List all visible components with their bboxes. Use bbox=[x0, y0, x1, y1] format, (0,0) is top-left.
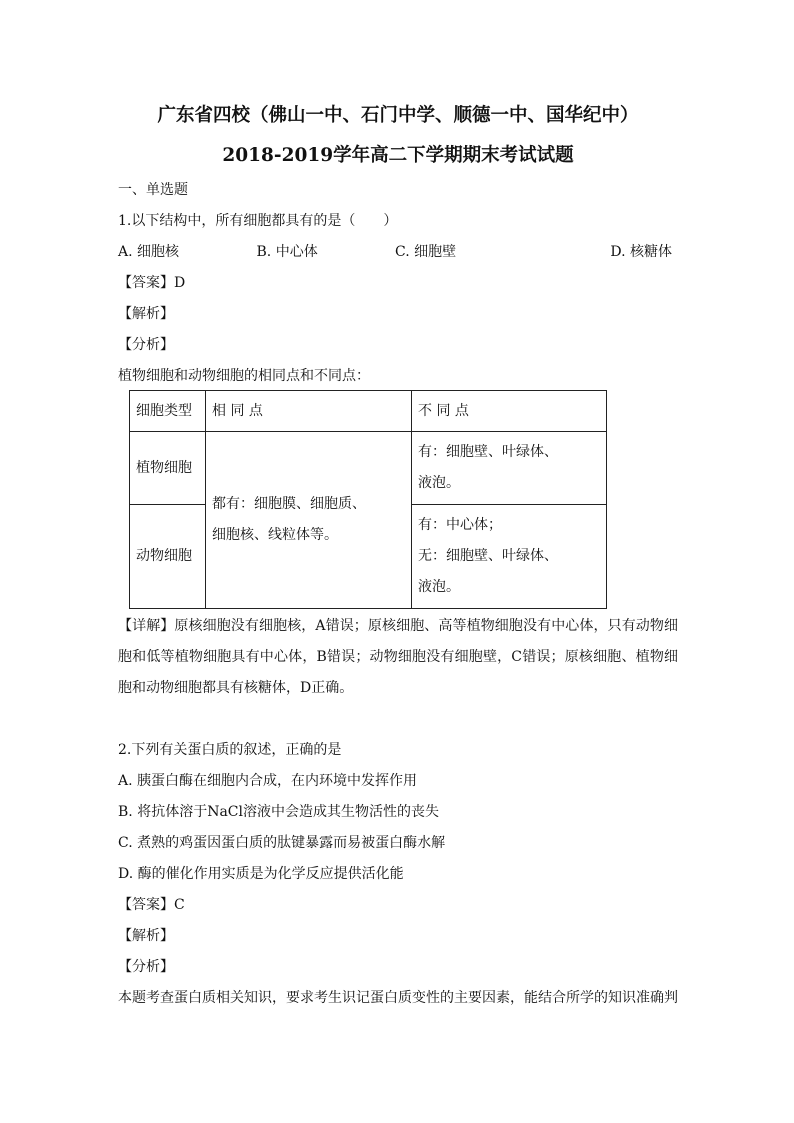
table-cell-animal-diff-line2: 无：细胞壁、叶绿体、 bbox=[418, 548, 558, 564]
question-1-option-a: A. 细胞核 bbox=[118, 244, 180, 260]
table-cell-common-line1: 都有：细胞膜、细胞质、 bbox=[212, 496, 366, 512]
table-cell-animal-differences bbox=[412, 505, 607, 609]
table-cell-animal-diff-line3: 液泡。 bbox=[418, 579, 460, 595]
table-cell-common-line2: 细胞核、线粒体等。 bbox=[212, 527, 338, 543]
section-heading: 一、单选题 bbox=[118, 182, 188, 198]
question-2-analysis: 本题考查蛋白质相关知识，要求考生识记蛋白质变性的主要因素，能结合所学的知识准确判 bbox=[118, 990, 678, 1006]
question-1-option-d: D. 核糖体 bbox=[610, 244, 672, 260]
table-cell-animal-diff-line1: 有：中心体； bbox=[418, 517, 502, 533]
question-2-option-c: C. 煮熟的鸡蛋因蛋白质的肽键暴露而易被蛋白酶水解 bbox=[118, 835, 446, 851]
question-2-fenxi-label: 【分析】 bbox=[118, 959, 174, 975]
table-row-plant bbox=[130, 432, 607, 505]
table-header-differences: 不 同 点 bbox=[412, 391, 607, 432]
question-1-option-c: C. 细胞壁 bbox=[395, 244, 457, 260]
question-1-table-intro: 植物细胞和动物细胞的相同点和不同点： bbox=[118, 368, 370, 384]
question-1-detail: 【详解】原核细胞没有细胞核，A错误；原核细胞、高等植物细胞没有中心体，只有动物细胞和低等植物细胞具有中心体，B错误；动物细胞没有细胞壁，C错误；原核细胞、植物细胞和动物细胞都具有核糖体，D正确。 bbox=[118, 618, 678, 696]
question-2-stem: 2.下列有关蛋白质的叙述，正确的是 bbox=[118, 742, 342, 758]
question-1-option-b: B. 中心体 bbox=[256, 244, 318, 260]
question-2-answer: 【答案】C bbox=[118, 897, 185, 913]
table-cell-common bbox=[206, 432, 412, 609]
table-cell-plant-differences bbox=[412, 432, 607, 505]
question-1-jiexi-label: 【解析】 bbox=[118, 306, 174, 322]
table-header-cell-type: 细胞类型 bbox=[130, 391, 206, 432]
table-cell-plant-diff-line2: 液泡。 bbox=[418, 475, 460, 491]
question-1-options bbox=[118, 242, 678, 262]
question-2-jiexi-label: 【解析】 bbox=[118, 928, 174, 944]
question-2-option-b: B. 将抗体溶于NaCl溶液中会造成其生物活性的丧失 bbox=[118, 804, 439, 820]
question-1-fenxi-label: 【分析】 bbox=[118, 337, 174, 353]
question-2-option-a: A. 胰蛋白酶在细胞内合成，在内环境中发挥作用 bbox=[118, 773, 418, 789]
question-1-answer: 【答案】D bbox=[118, 275, 186, 291]
question-1-stem: 1.以下结构中，所有细胞都具有的是（ ） bbox=[118, 213, 398, 229]
document-title-line2: 2018-2019学年高二下学期期末考试试题 bbox=[222, 145, 574, 166]
table-cell-animal-label: 动物细胞 bbox=[130, 505, 206, 609]
table-header-similarities: 相 同 点 bbox=[206, 391, 412, 432]
cell-comparison-table bbox=[129, 390, 607, 609]
table-cell-plant-label: 植物细胞 bbox=[130, 432, 206, 505]
table-header-row bbox=[130, 391, 607, 432]
table-cell-plant-diff-line1: 有：细胞壁、叶绿体、 bbox=[418, 444, 558, 460]
question-2-option-d: D. 酶的催化作用实质是为化学反应提供活化能 bbox=[118, 866, 404, 882]
document-title-line1: 广东省四校（佛山一中、石门中学、顺德一中、国华纪中） bbox=[157, 105, 639, 126]
document-page bbox=[118, 100, 678, 1008]
